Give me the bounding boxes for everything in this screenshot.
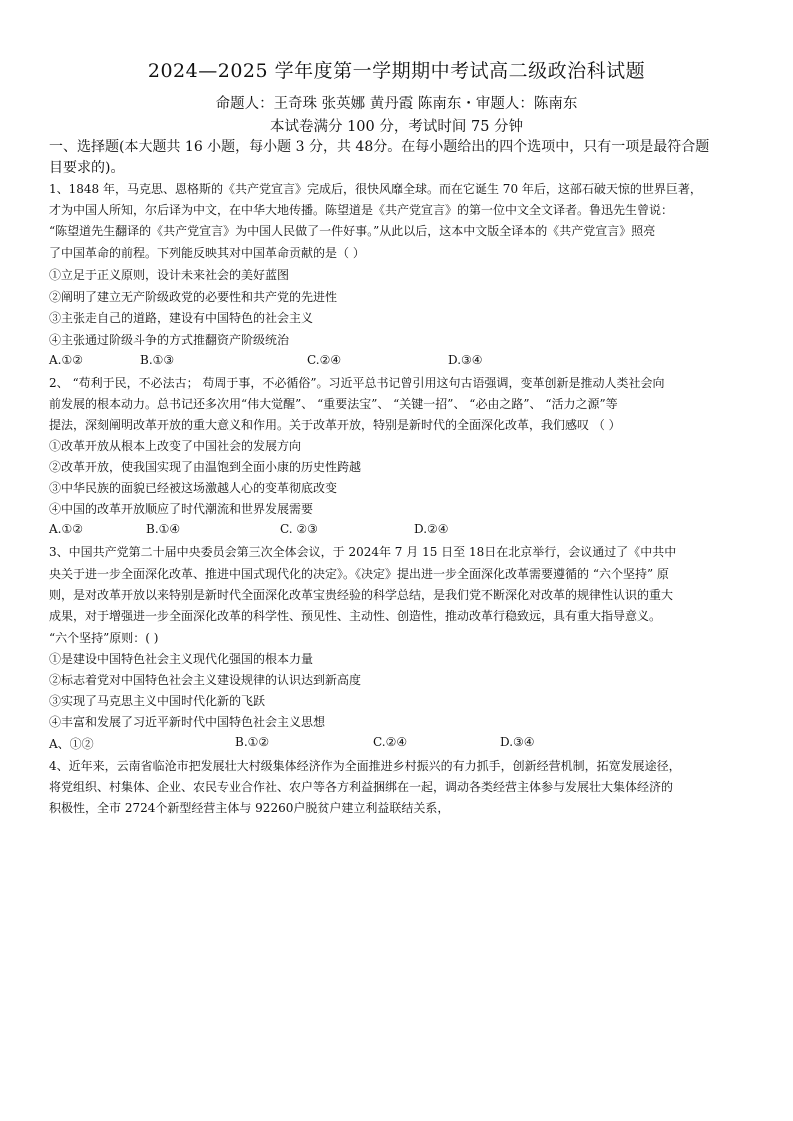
section-line: 一、选择题(本大题共 16 小题，每小题 3 分，共 48分。在每小题给出的四个选项中，只有一项是最符合题 [49, 139, 710, 155]
q2-option-c: C. ②③ [280, 522, 318, 536]
exam-title: 2024—2025 学年度第一学期期中考试高二级政治科试题 [147, 60, 646, 82]
q1-stem-line: 了中国革命的前程。下列能反映其对中国革命贡献的是（ ） [49, 246, 365, 260]
q3-item: ④丰富和发展了习近平新时代中国特色社会主义思想 [49, 715, 326, 729]
q3-item: ②标志着党对中国特色社会主义建设规律的认识达到新高度 [49, 673, 362, 687]
q1-stem-line: 1、1848 年，马克思、恩格斯的《共产党宣言》完成后，很快风靡全球。而在它诞生 70 年后，这部石破天惊的世界巨著， [49, 182, 702, 196]
q2-stem-line: 2、 “苟利于民，不必法古； 苟周于事，不必循俗”。习近平总书记曾引用这句古语强调，变革创新是推动人类社会向 [49, 376, 665, 390]
section-instructions [49, 137, 759, 179]
q1-item: ②阐明了建立无产阶级政党的必要性和共产党的先进性 [49, 290, 338, 304]
q3-stem-line: “六个坚持”原则：( ) [49, 631, 159, 645]
q4-stem-line: 将党组织、村集体、企业、农民专业合作社、农户等各方利益捆绑在一起，调动各类经营主体参与发展壮大集体经济的 [49, 780, 674, 794]
q2-stem-line: 提法，深刻阐明改革开放的重大意义和作用。关于改革开放，特别是新时代的全面深化改革，我们感叹 （ ） [49, 418, 621, 432]
q3-option-c: C.②④ [373, 735, 408, 749]
q3-item: ③实现了马克思主义中国时代化新的飞跃 [49, 694, 266, 708]
q3-item: ①是建设中国特色社会主义现代化强国的根本力量 [49, 652, 314, 666]
q1-item: ③主张走自己的道路，建设有中国特色的社会主义 [49, 311, 314, 325]
q3-stem-line: 则，是对改革开放以来特别是新时代全面深化改革宝贵经验的科学总结，是我们党不断深化对改革的规律性认识的重大 [49, 588, 674, 602]
q3-option-d: D.③④ [500, 735, 535, 749]
q1-item: ①立足于正义原则，设计未来社会的美好蓝图 [49, 268, 290, 282]
q1-option-a: A.①② [49, 353, 83, 367]
q1-stem-line: 才为中国人所知，尔后译为中文，在中华大地传播。陈望道是《共产党宣言》的第一位中文全文译者。鲁迅先生曾说： [49, 203, 674, 217]
q1-option-c: C.②④ [307, 353, 342, 367]
q1-stem-line: “陈望道先生翻译的《共产党宣言》为中国人民做了一件好事。”从此以后，这本中文版全译本的《共产党宣言》照亮 [49, 224, 656, 238]
q3-stem-line: 央关于进一步全面深化改革、推进中国式现代化的决定》。《决定》提出进一步全面深化改革需要遵循的 “六个坚持” 原 [49, 567, 669, 581]
q2-item: ②改革开放，使我国实现了由温饱到全面小康的历史性跨越 [49, 460, 362, 474]
authors-line: 命题人：王奇珠 张英娜 黄丹霞 陈南东・审题人：陈南东 [215, 96, 578, 112]
q3-stem-line: 成果，对于增强进一步全面深化改革的科学性、预见性、主动性、创造性，推动改革行稳致远，具有重大指导意义。 [49, 609, 662, 623]
q1-item: ④主张通过阶级斗争的方式推翻资产阶级统治 [49, 333, 290, 347]
q1-option-b: B.①③ [140, 353, 175, 367]
q2-item: ③中华民族的面貌已经被这场激越人心的变革彻底改变 [49, 481, 338, 495]
q1-option-d: D.③④ [448, 353, 483, 367]
section-line: 目要求的)。 [49, 160, 125, 176]
q3-stem-line: 3、中国共产党第二十届中央委员会第三次全体会议，于 2024年 7 月 15 日至 18日在北京举行，会议通过了《中共中 [49, 545, 677, 559]
q3-option-a: A、①② [49, 737, 94, 751]
q2-item: ①改革开放从根本上改变了中国社会的发展方向 [49, 439, 302, 453]
q3-option-b: B.①② [235, 735, 270, 749]
q2-option-b: B.①④ [146, 522, 181, 536]
q4-stem-line: 积极性，全市 2724个新型经营主体与 92260户脱贫户建立利益联结关系， [49, 801, 450, 815]
q2-option-d: D.②④ [414, 522, 449, 536]
q2-option-a: A.①② [49, 522, 83, 536]
q2-item: ④中国的改革开放顺应了时代潮流和世界发展需要 [49, 502, 314, 516]
q2-stem-line: 前发展的根本动力。总书记还多次用“伟大觉醒”、 “重要法宝”、 “关键一招”、 “必由之路”、 “活力之源”等 [49, 397, 618, 411]
exam-info: 本试卷满分 100 分，考试时间 75 分钟 [269, 119, 524, 135]
q4-stem-line: 4、近年来，云南省临沧市把发展壮大村级集体经济作为全面推进乡村振兴的有力抓手，创新经营机制，拓宽发展途径， [49, 759, 681, 773]
